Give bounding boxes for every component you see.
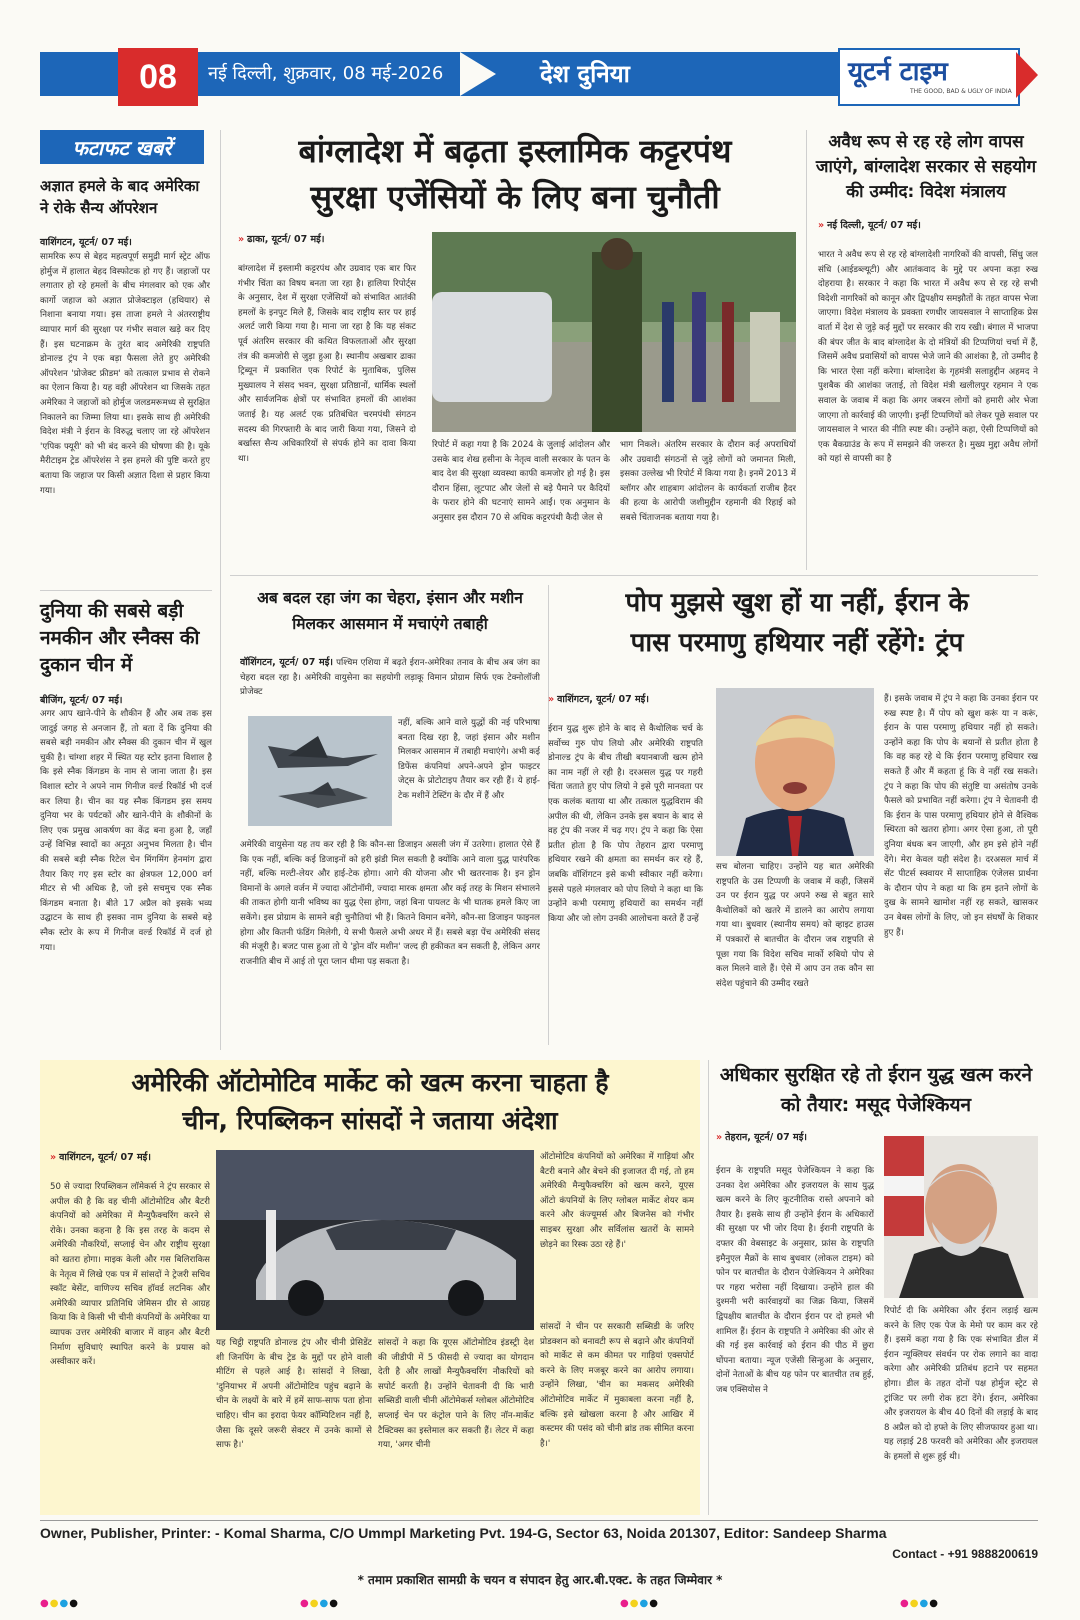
dateline-marker-icon: » [548,694,555,705]
war-story-col-right: नहीं, बल्कि आने वाले युद्धों की नई परिभाषा बनता दिख रहा है, जहां इंसान और मशीन मिलकर आसमान में तबाही मचाएंगे। अभी कई डिफेंस कंपनियां अपने-अपने ड्रोन फाइटर जेट्स के प्रोटोटाइप तैयार कर रही हैं। ये हाई-टेक मशीनें टेस्टिंग के दौर में हैं और [398,718,540,801]
fighter-jet-photo [248,716,392,826]
section-title: देश दुनिया [540,60,630,88]
iran-story-headline: अधिकार सुरक्षित रहे तो ईरान युद्ध खत्म करने को तैयार: मसूद पेजेश्कियन [719,1064,1033,1116]
concept-car-image [216,1150,534,1330]
snack-story-dateline: बीजिंग, यूटर्न/ 07 मई। [40,695,123,706]
lead-photo [432,232,796,432]
security-personnel-photo [432,232,796,432]
iran-body-col2: रिपोर्ट दी कि अमेरिका और ईरान लड़ाई खत्म करने के लिए एक पेज के मेमो पर काम कर रहे हैं। इसमें कहा गया है कि एक संभावित डील में ईरान न्यूक्लियर संवर्धन पर रोक लगाने का वादा करेगा और अमेरिकी प्रतिबंध हटाने पर सहमत होगा। डील के तहत दोनों पक्ष होर्मुज स्ट्रेट से ट्रांजिट पर लगी रोक हटा देंगे। ईरान, अमेरिका और इजरायल के बीच 40 दिनों की लड़ाई के बाद 8 अप्रैल को दो हफ्ते के लिए सीजफायर हुआ था। यह लड़ाई 28 फरवरी को अमेरिका और इजरायल के हमलों से शुरू हुई थी। [884,1306,1038,1462]
pope-headline-line1: पोप मुझसे खुश हों या नहीं, ईरान के [625,588,969,618]
lead-headline-line1: बांग्लादेश में बढ़ता इस्लामिक कट्टरपंथ [298,132,732,170]
column-rule [806,130,807,570]
dateline-marker-icon: » [818,220,825,231]
column-rule [220,130,221,1050]
trump-photo [716,688,874,856]
us-story-dateline: वाशिंगटन, यूटर्न/ 07 मई। [40,237,132,248]
portrait-image [884,1136,1038,1298]
dateline-marker-icon: » [716,1132,723,1143]
auto-body-col3b: सांसदों ने कहा कि यूएस ऑटोमोटिव इंडस्ट्री देश की जीडीपी में 5 फीसदी से ज्यादा का योगदान देती है और लाखों मैन्युफैक्चरिंग नौकरियों को सपोर्ट करती है। उन्होंने चेतावनी दी कि भारी सब्सिडी वाली चीनी ऑटोमेकर्स ग्लोबल ऑटोमोटिव सप्लाई चेन पर कंट्रोल पाने के लिए नॉन-मार्केट टैक्टिक्स का इस्तेमाल कर सकती हैं। लेटर में कहा गया, 'अगर चीनी [378,1338,534,1451]
war-story-bottom: अमेरिकी वायुसेना यह तय कर रही है कि कौन-सा डिजाइन असली जंग में उतरेगा। हालात ऐसे हैं कि एक नहीं, बल्कि कई डिजाइनों को हरी झंडी मिल सकती है क्योंकि आने वाला युद्ध पारंपरिक नहीं, बल्कि मल्टी-लेयर और हाई-टेक होगा। आगे की योजना और भी खतरनाक है। इन ड्रोन विमानों के अगले वर्जन में ज्यादा ऑटोनॉमी, ज्यादा मारक क्षमता और कई तरह के मिशन संभालने की ताकत होगी यानी भविष्य का युद्ध ऐसा होगा, जहां बिना पायलट के भी घातक हमले किए जा सकेंगे। इस प्रोग्राम के सामने बड़ी चुनौतियां भी हैं। कितने विमान बनेंगे, कौन-सा डिजाइन फाइनल होगा और कितनी फंडिंग मिलेगी, ये सभी फैसले अभी अधर में हैं। सबसे बड़ा पेंच अमेरिकी संसद की मंजूरी है। बजट पास हुआ तो ये 'ड्रोन वॉर मशीन' जल्द ही हकीकत बन सकती है, लेकिन अगर राजनीति बीच में आई तो पूरा प्लान धीमा पड़ सकता है। [240,840,540,967]
snack-story-body: अगर आप खाने-पीने के शौकीन हैं और अब तक इस जादुई जगह से अनजान हैं, तो बता दें कि दुनिया की सबसे बड़ी नमकीन और स्नैक्स की दुकान चीन में खुल चुकी है। चांग्शा शहर में स्थित यह स्टोर इतना विशाल है कि इसे स्नैक किंगडम के नाम से जाना जाता है। इस विशाल स्टोर ने अपने नाम गिनीज वर्ल्ड रिकॉर्ड भी दर्ज कर लिया है। चीन का यह स्नैक किंगडम इस समय दुनिया भर के पर्यटकों और खाने-पीने के शौकीनों के लिए एक प्रमुख आकर्षण का केंद्र बना हुआ है, जहाँ उन्हें विभिन्न स्वादों का अनूठा अनुभव मिलता है। चीन की सबसे बड़ी स्नैक रिटेल चेन मिंगमिंग हेनमांग द्वारा तैयार किए गए इस स्टोर का क्षेत्रफल 12,000 वर्ग मीटर से भी अधिक है, जो इसे सचमुच एक स्नैक किंगडम बनाता है। बीते 17 अप्रैल को इसके भव्य उद्घाटन के साथ ही इसका नाम दुनिया के सबसे बड़े स्नैक स्टोर के रूप में गिनीज वर्ल्ड रिकॉर्ड में दर्ज हो गया। [40,709,212,953]
pope-dateline: » वाशिंगटन, यूटर्न/ 07 मई। [548,694,649,705]
contact-line: Contact - +91 9888200619 [892,1547,1038,1561]
lead-body-col3: भाग निकले। अंतरिम सरकार के दौरान कई अपराधियों और उग्रवादी संगठनों से जुड़े लोगों को जमानत मिली, इसका उल्लेख भी रिपोर्ट में किया गया है। इनमें 2013 में ब्लॉगर और शाहबाग आंदोलन के कार्यकर्ता राजीब हैदर की हत्या के आरोपी जशीमुद्दीन रहमानी की रिहाई को सबसे चिंताजनक बताया गया है। [620,440,796,523]
lead-body-col1: बांग्लादेश में इस्लामी कट्टरपंथ और उग्रवाद एक बार फिर गंभीर चिंता का विषय बनता जा रहा है। हालिया रिपोर्ट्स के अनुसार, देश में सुरक्षा एजेंसियों को संभावित आतंकी हमलों के इनपुट मिले हैं, जिसके बाद राष्ट्रीय स्तर पर हाई अलर्ट जारी किया गया है। माना जा रहा है कि यह संकट पूर्व अंतरिम सरकार की कथित विफलताओं और सुरक्षा तंत्र की कमजोरी से जुड़ा हुआ है। स्थानीय अखबार ढाका ट्रिब्यून में प्रकाशित एक रिपोर्ट के मुताबिक, पुलिस मुख्यालय ने संसद भवन, सुरक्षा प्रतिष्ठानों, धार्मिक स्थलों और सार्वजनिक क्षेत्रों पर संभावित हमलों की आशंका जताई है। यह अलर्ट एक प्रतिबंधित चरमपंथी संगठन सदस्य की गिरफ्तारी के बाद जारी किया गया, जिसने दो बर्खास्त सैन्य अधिकारियों से संपर्क होने का दावा किया था। [238,264,416,464]
war-story-headline: अब बदल रहा जंग का चेहरा, इंसान और मशीन मिलकर आसमान में मचाएंगे तबाही [257,589,523,633]
edition-date: नई दिल्ली, शुक्रवार, 08 मई-2026 [208,63,444,84]
page-header [40,48,1038,106]
iran-dateline: » तेहरान, यूटर्न/ 07 मई। [716,1132,807,1143]
divider [40,590,212,591]
divider [230,575,1038,576]
logo-arrow-icon [1016,52,1038,98]
pope-body-col2: सच बोलना चाहिए। उन्होंने यह बात अमेरिकी राष्ट्रपति के उस टिप्पणी के जवाब में कही, जिसमें उन पर ईरान युद्ध पर अपने रुख से बहुत सारे कैथोलिकों को खतरे में डालने का आरोप लगाया गया था। बुधवार (स्थानीय समय) को व्हाइट हाउस में पत्रकारों से बातचीत के दौरान जब राष्ट्रपति से पूछा गया कि विदेश सचिव मार्को रुबियो पोप से कल मिलने वाले हैं। ऐसे में आप उन तक कौन सा संदेश पहुंचाने की उम्मीद रखते [716,862,874,989]
lead-dateline: » ढाका, यूटर्न/ 07 मई। [238,234,325,245]
logo-text: यूटर्न टाइम [848,57,948,87]
deport-story-body: भारत ने अवैध रूप से रह रहे बांग्लादेशी नागरिकों की वापसी, सिंधु जल संधि (आईडब्ल्यूटी) और आतंकवाद के मुद्दे पर अपना कड़ा रुख दोहराया है। सरकार ने कहा कि भारत में अवैध रूप से रह रहे सभी विदेशी नागरिकों को कानून और द्विपक्षीय समझौतों के तहत वापस भेजा जाएगा। विदेश मंत्रालय के प्रवक्ता रणधीर जायसवाल ने साप्ताहिक प्रेस वार्ता में देश से जुड़े कई मुद्दों पर सरकार की राय रखी। बंगाल में भाजपा की बंपर जीत के बाद बांग्लादेश के दो मंत्रियों की टिप्पणियां चर्चा में हैं, जिसमें अवैध प्रवासियों को वापस भेजे जाने की आशंका है, तो उम्मीद है कि भारत ऐसा नहीं करेगा। बांग्लादेश के गृहमंत्री सलाहुद्दीन अहमद ने पुशबैक की आशंका जताई, तो विदेश मंत्री खलीलपुर रहमान ने एक सवाल के जवाब में कहा कि अगर जबरन लोगों को हमारी ओर भेजा जाएगा तो कार्रवाई की जाएगी। इन्हीं टिप्पणियों को लेकर पूछे सवाल पर जायसवाल ने भारत की नीति स्पष्ट की। उन्होंने कहा, ऐसी टिप्पणियों को एक बैकग्राउंड के रूप में समझने की जरूरत है। मुख्य मुद्दा अवैध लोगों को यहां से वापसी का है [818,250,1038,465]
legal-note: * तमाम प्रकाशित सामग्री के चयन व संपादन हेतु आर.बी.एक्ट. के तहत जिम्मेवार * [357,1573,723,1587]
pezeshkian-photo [884,1136,1038,1298]
auto-body-col1: 50 से ज्यादा रिपब्लिकन लॉमेकर्स ने ट्रंप सरकार से अपील की है कि वह चीनी ऑटोमोटिव और बैटरी कंपनियों को अमेरिका में मैन्युफैक्चरिंग करने से रोके। उनका कहना है कि इस तरह के कदम से अमेरिकी नौकरियों, सप्लाई चेन और राष्ट्रीय सुरक्षा को खतरा होगा। माइक केली और गस बिलिराकिस के नेतृत्व में लिखे एक पत्र में सांसदों ने ट्रेजरी सचिव स्कॉट बेसेंट, वाणिज्य सचिव हॉवर्ड लटनिक और अमेरिकी व्यापार प्रतिनिधि जेमिसन ग्रीर से आग्रह किया कि वे किसी भी चीनी कंपनियों के अमेरिका या व्यापक उत्तर अमेरिकी बाजार में वाहन और बैटरी निर्माण सुविधाएं स्थापित करने के प्रयास को अस्वीकार करें। [50,1182,210,1368]
auto-headline-line1: अमेरिकी ऑटोमोटिव मार्केट को खत्म करना चाहता है [131,1068,609,1097]
war-story-intro: वॉशिंगटन, यूटर्न/ 07 मई। पश्चिम एशिया में बढ़ते ईरान-अमेरिका तनाव के बीच अब जंग का चेहरा बदल रहा है। अमेरिकी वायुसेना का सहयोगी लड़ाकू विमान प्रोग्राम सिर्फ एक टेक्नोलॉजी प्रोजेक्ट [240,657,540,698]
lead-body-col2: रिपोर्ट में कहा गया है कि 2024 के जुलाई आंदोलन और उसके बाद शेख हसीना के नेतृत्व वाली सरकार के पतन के बाद देश की सुरक्षा व्यवस्था काफी कमजोर हो गई है। इस दौरान हिंसा, लूटपाट और जेलों से बड़े पैमाने पर कैदियों के फरार होने की घटनाएं सामने आईं। एक अनुमान के अनुसार इस दौरान 70 से अधिक कट्टरपंथी कैदी जेल से [432,440,610,523]
registration-marks-icon: ●●●● [900,1598,939,1609]
us-story-body: सामरिक रूप से बेहद महत्वपूर्ण समुद्री मार्ग स्ट्रेट ऑफ होर्मुज में हालात बेहद विस्फोटक हो गए हैं। जहाजों पर लगातार हो रहे हमलों के बीच मंगलवार को एक और कार्गो जहाज को अज्ञात प्रोजेक्टाइल (हथियार) से निशाना बनाया गया। इस ताजा हमले ने अंतरराष्ट्रीय व्यापार मार्ग की सुरक्षा पर गंभीर सवाल खड़े कर दिए हैं। इस घटनाक्रम के तुरंत बाद अमेरिकी राष्ट्रपति डोनाल्ड ट्रंप ने एक बड़ा फैसला लेते हुए अमेरिकी ऑपरेशन 'प्रोजेक्ट फ्रीडम' को तत्काल प्रभाव से रोकने का ऐलान किया है। यह वही ऑपरेशन था जिसके तहत अमेरिका ने जहाजों को होर्मुज जलडमरूमध्य से सुरक्षित निकालने का जिम्मा लिया था। इसके साथ ही अमेरिकी विदेश मंत्री ने ईरान के विरुद्ध चलाए जा रहे ऑपरेशन 'एपिक फ्यूरी' को भी बंद करने की घोषणा की है। यूके मैरीटाइम ट्रेड ऑपरेशंस ने इस हमले की पुष्टि करते हुए बताया कि जहाज पर किसी अज्ञात दिशा से प्रहार किया गया। [40,252,210,496]
deport-story-headline: अवैध रूप से रह रहे लोग वापस जाएंगे, बांग्लादेश सरकार से सहयोग की उम्मीद: विदेश मंत्रालय [815,132,1037,202]
pope-body-col3: हैं। इसके जवाब में ट्रंप ने कहा कि उनका ईरान पर रुख स्पष्ट है। मैं पोप को खुश करूं या न करूं, ईरान के पास परमाणु हथियार नहीं हो सकते। उन्होंने कहा कि पोप के बयानों से प्रतीत होता है कि वह कह रहे थे कि ईरान परमाणु हथियार रख सकते हैं और मैं कहता हूं कि वे नहीं रख सकते। ट्रंप ने कहा कि पोप की संतुष्टि या असंतोष उनके फैसले को प्रभावित नहीं करेगा। ट्रंप ने चेतावनी दी कि ईरान के पास परमाणु हथियार होने से वैश्विक स्थिरता को खतरा होगा। अगर ऐसा हुआ, तो पूरी दुनिया बंधक बन जाएगी, और हम इसे होने नहीं देंगे। मेरा केवल यही संदेश है। दरअसल मार्च में सेंट पीटर्स स्क्वायर में साप्ताहिक एंजेलस प्रार्थना के दौरान पोप ने कहा था कि हम इतने लोगों के दुख के सामने खामोश नहीं रह सकते, खासकर उन बेबस लोगों के लिए, जो इन संघर्षों के शिकार हुए हैं। [884,694,1038,938]
logo-tagline: THE GOOD, BAD & UGLY OF INDIA [910,88,1012,95]
auto-dateline: » वाशिंगटन, यूटर्न/ 07 मई। [50,1152,151,1163]
fatafat-label: फटाफट खबरें [40,130,204,164]
auto-body-col2: यह चिट्ठी राष्ट्रपति डोनाल्ड ट्रंप और चीनी प्रेसिडेंट शी जिनपिंग के बीच ट्रेड के मुद्दों पर होने वाली मीटिंग से पहले आई है। सांसदों ने लिखा, 'दुनियाभर में अपनी ऑटोमोटिव पहुंच बढ़ाने के चीन के लक्ष्यों के बारे में हमें साफ-साफ पता होना चाहिए। चीन का इरादा फेयर कॉम्पिटिशन नहीं है, जैसा कि दूसरे जरूरी सेक्टर में उनके कामों से साफ है।' [216,1338,372,1451]
registration-marks-icon: ●●●● [40,1598,79,1609]
header-arrow-decoration [460,52,496,96]
jet-image [248,716,392,826]
snack-story-headline: दुनिया की सबसे बड़ी नमकीन और स्नैक्स की दुकान चीन में [40,600,200,676]
auto-headline-line2: चीन, रिपब्लिकन सांसदों ने जताया अंदेशा [182,1106,558,1135]
iran-body-col1: ईरान के राष्ट्रपति मसूद पेजेश्कियन ने कहा कि उनका देश अमेरिका और इजरायल के साथ युद्ध खत्म करने के लिए कूटनीतिक रास्ते अपनाने को तैयार है। इसके साथ ही उन्होंने ईरान के अधिकारों की सुरक्षा पर भी जोर दिया है। ईरानी राष्ट्रपति के दफ्तर की वेबसाइट के अनुसार, फ्रांस के राष्ट्रपति इमैनुएल मैक्रों के साथ बुधवार (लोकल टाइम) को फोन पर बातचीत के दौरान पेजेश्कियन ने अमेरिका पर गहरा भरोसा नहीं दिखाया। उन्होंने हाल की दुश्मनी भरी कार्रवाइयों का जिक्र किया, जिसमें द्विपक्षीय बातचीत के दौरान ईरान पर दो हमले भी शामिल हैं। ईरान के राष्ट्रपति ने अमेरिका की ओर से की गई इस कार्रवाई को ईरान की पीठ में छुरा घोंपना बताया। न्यूज एजेंसी सिन्हुआ के अनुसार, दोनों नेताओं के बीच यह फोन पर बातचीत तब हुई, जब एक्सियोस ने [716,1166,874,1395]
column-rule [708,1060,709,1515]
registration-marks-icon: ●●●● [620,1598,659,1609]
footer-rule [40,1520,1038,1521]
auto-body-col3a: ऑटोमोटिव कंपनियों को अमेरिका में गाड़ियां और बैटरी बनाने और बेचने की इजाजत दी गई, तो हम अमेरिकी मैन्युफैक्चरिंग को खत्म करने, यूएस ऑटो कंपनियों के लिए ग्लोबल मार्केट शेयर कम करने और कंज्यूमर्स और बिजनेस को गंभीर साइबर सुरक्षा और सर्विलांस खतरों के सामने छोड़ने का रिस्क उठा रहे हैं।' [540,1152,694,1250]
pope-headline-line2: पास परमाणु हथियार नहीं रहेंगे: ट्रंप [630,628,964,658]
us-story-headline: अज्ञात हमले के बाद अमेरिका ने रोके सैन्य ऑपरेशन [40,177,200,217]
dateline-marker-icon: » [238,234,245,245]
pope-body-col1: ईरान युद्ध शुरू होने के बाद से कैथोलिक चर्च के सर्वोच्च गुरु पोप लियो और अमेरिकी राष्ट्रपति डोनाल्ड ट्रंप के बीच तीखी बयानबाजी खत्म होने का नाम नहीं ले रही है। दरअसल युद्ध पर गहरी चिंता जताते हुए पोप लियो ने इसे पूरी मानवता पर एक कलंक बताया था और तत्काल युद्धविराम की अपील की थी, लेकिन उनके इस बयान के बाद से वह ट्रंप की नजर में चढ़ गए। ट्रंप ने कहा कि ऐसा प्रतीत होता है कि पोप तेहरान द्वारा परमाणु हथियार रखने की क्षमता का समर्थन कर रहे हैं, जबकि वॉशिंगटन इसे कभी स्वीकार नहीं करेगा। इससे पहले मंगलवार को पोप लियो ने कहा था कि उन्होंने कभी परमाणु हथियारों का समर्थन नहीं किया और जो लोग उनकी आलोचना करते हैं उन्हें [548,724,703,924]
masthead-logo [838,48,1020,106]
deport-story-dateline: » नई दिल्ली, यूटर्न/ 07 मई। [818,220,921,231]
auto-body-col4: सांसदों ने चीन पर सरकारी सब्सिडी के जरिए प्रोडक्शन को बनावटी रूप से बढ़ाने और कंपनियों को मार्केट से कम कीमत पर गाड़ियां एक्सपोर्ट करने के लिए मजबूर करने का आरोप लगाया। उन्होंने लिखा, 'चीन का मकसद अमेरिकी ऑटोमोटिव मार्केट में मुकाबला करना नहीं है, बल्कि इसे खोखला करना है और आखिर में कस्टमर की पसंद को चीनी ब्रांड तक सीमित करना है।' [540,1322,694,1449]
imprint-line: Owner, Publisher, Printer: - Komal Sharma, C/O Ummpl Marketing Pvt. 194-G, Sector 63, Noida 201307, Editor: Sandeep Sharma [40,1525,887,1541]
registration-marks-icon: ●●●● [300,1598,339,1609]
dateline-marker-icon: » [50,1152,57,1163]
portrait-image [716,688,874,856]
car-photo [216,1150,534,1330]
lead-headline-line2: सुरक्षा एजेंसियों के लिए बना चुनौती [310,178,720,216]
page-number: 08 [118,48,198,106]
